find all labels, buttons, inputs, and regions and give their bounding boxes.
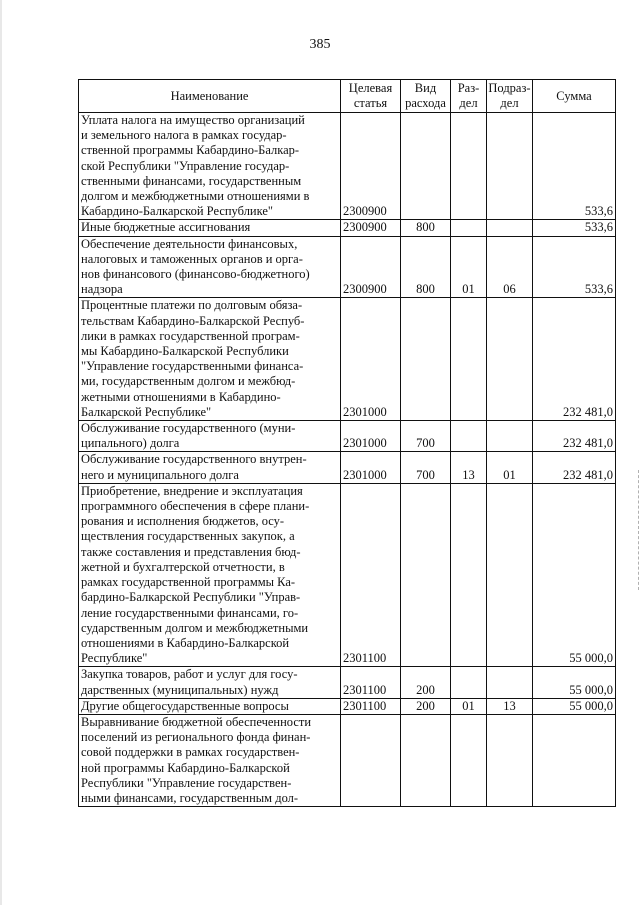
row-name: Процентные платежи по долговым обяза- тельствам Кабардино-Балкарской Респуб- лики в рамках государственной програм- мы Кабардино-Балкарской Республики "Управление государственными финанса- ми, государственным долгом и межбюд- жетными отношениями в Кабардино- Балкарской Республике" — [79, 298, 341, 421]
row-sum: 533,6 — [533, 236, 616, 298]
row-target: 2300900 — [341, 220, 401, 236]
row-type: 800 — [401, 236, 451, 298]
row-name: Обслуживание государственного (муни- ципального) долга — [79, 421, 341, 452]
row-sum: 533,6 — [533, 220, 616, 236]
row-type: 800 — [401, 220, 451, 236]
row-section: 13 — [451, 452, 487, 483]
table-row — [79, 714, 616, 806]
row-target: 2301000 — [341, 452, 401, 483]
table-row — [79, 113, 616, 220]
row-name: Уплата налога на имущество организаций и земельного налога в рамках государ- ственной программы Кабардино-Балкар- ской Республики "Управление государ- ственными финансами, государственным долгом и межбюджетными отношениями в Кабардино-Балкарской Республике" — [79, 113, 341, 220]
row-type — [401, 298, 451, 421]
row-subsection — [487, 667, 533, 698]
row-sum: 55 000,0 — [533, 667, 616, 698]
row-sum: 533,6 — [533, 113, 616, 220]
row-target: 2301100 — [341, 698, 401, 714]
row-target: 2301000 — [341, 298, 401, 421]
row-name: Обеспечение деятельности финансовых, налоговых и таможенных органов и орга- нов финансового (финансово-бюджетного) надзора — [79, 236, 341, 298]
row-subsection — [487, 113, 533, 220]
row-type: 700 — [401, 421, 451, 452]
row-sum: 232 481,0 — [533, 421, 616, 452]
budget-table — [78, 79, 616, 807]
row-subsection — [487, 220, 533, 236]
row-name: Приобретение, внедрение и эксплуатация программного обеспечения в сфере плани- рования и исполнения бюджетов, осу- ществления государственных закупок, а также составления и представления бюд- жетной и бухгалтерской отчетности, в рамках государственной программы Ка- бардино-Балкарской Республики "Управ- ление государственными финансами, го- сударственным долгом и межбюджетными отношениями в Кабардино-Балкарской Республике" — [79, 483, 341, 666]
table-row — [79, 236, 616, 298]
scan-left-edge — [0, 0, 2, 905]
row-target: 2301100 — [341, 667, 401, 698]
header-subsection: Подраз- дел — [487, 80, 533, 113]
table-row — [79, 298, 616, 421]
row-section — [451, 483, 487, 666]
row-subsection — [487, 298, 533, 421]
row-section — [451, 113, 487, 220]
header-target: Целевая статья — [341, 80, 401, 113]
header-sum: Сумма — [533, 80, 616, 113]
row-subsection — [487, 483, 533, 666]
row-sum — [533, 714, 616, 806]
row-sum: 232 481,0 — [533, 452, 616, 483]
row-target: 2301100 — [341, 483, 401, 666]
row-target: 2301000 — [341, 421, 401, 452]
row-section: 01 — [451, 236, 487, 298]
row-section — [451, 714, 487, 806]
row-type — [401, 113, 451, 220]
row-section: 01 — [451, 698, 487, 714]
table-header-row — [79, 80, 616, 113]
row-subsection — [487, 714, 533, 806]
row-section — [451, 220, 487, 236]
row-type — [401, 714, 451, 806]
row-sum: 55 000,0 — [533, 483, 616, 666]
table-row — [79, 220, 616, 236]
row-sum: 232 481,0 — [533, 298, 616, 421]
table-row — [79, 421, 616, 452]
row-target: 2300900 — [341, 236, 401, 298]
row-name: Обслуживание государственного внутрен- него и муниципального долга — [79, 452, 341, 483]
row-subsection: 06 — [487, 236, 533, 298]
row-name: Другие общегосударственные вопросы — [79, 698, 341, 714]
row-sum: 55 000,0 — [533, 698, 616, 714]
row-name: Закупка товаров, работ и услуг для госу- дарственных (муниципальных) нужд — [79, 667, 341, 698]
row-section — [451, 298, 487, 421]
page-number: 385 — [309, 37, 331, 52]
row-type: 200 — [401, 698, 451, 714]
table-row — [79, 698, 616, 714]
row-subsection — [487, 421, 533, 452]
table-row — [79, 452, 616, 483]
row-target — [341, 714, 401, 806]
row-subsection: 01 — [487, 452, 533, 483]
row-type: 700 — [401, 452, 451, 483]
table-row — [79, 483, 616, 666]
row-name: Выравнивание бюджетной обеспеченности поселений из регионального фонда финан- совой поддержки в рамках государствен- ной программы Кабардино-Балкарской Республики "Управление государствен- ными финансами, государственным дол- — [79, 714, 341, 806]
row-name: Иные бюджетные ассигнования — [79, 220, 341, 236]
row-type: 200 — [401, 667, 451, 698]
table-row — [79, 667, 616, 698]
header-name: Наименование — [79, 80, 341, 113]
header-section: Раз- дел — [451, 80, 487, 113]
row-section — [451, 667, 487, 698]
header-type: Вид расхода — [401, 80, 451, 113]
row-target: 2300900 — [341, 113, 401, 220]
scan-right-edge — [637, 470, 639, 590]
row-section — [451, 421, 487, 452]
row-type — [401, 483, 451, 666]
row-subsection: 13 — [487, 698, 533, 714]
